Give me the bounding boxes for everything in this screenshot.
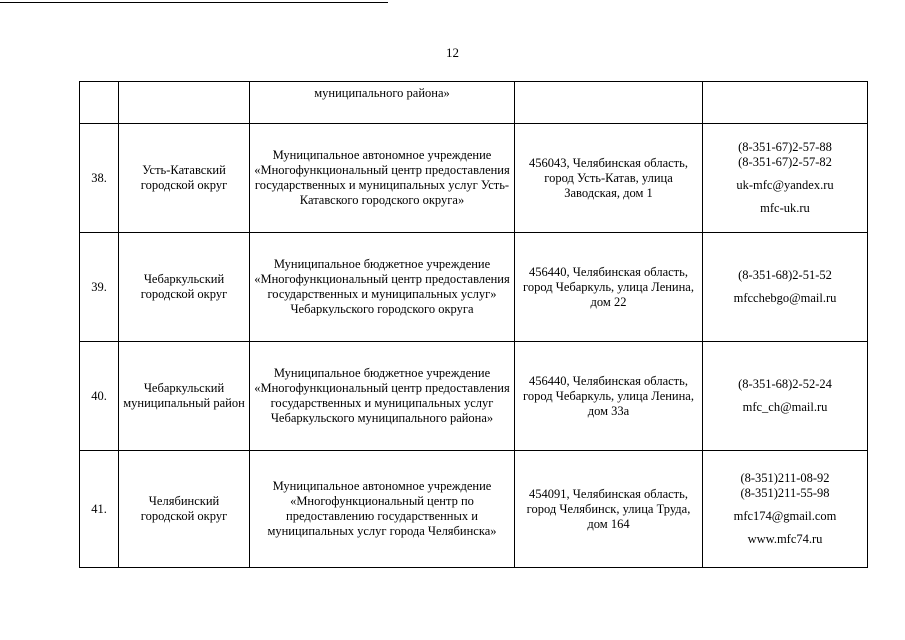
table-row bbox=[80, 124, 868, 233]
contacts-cell bbox=[703, 82, 868, 124]
email-text: mfcchebgo@mail.ru bbox=[733, 291, 837, 305]
spacer bbox=[706, 170, 864, 178]
address-cell: 456440, Челябинская область, город Чебаркуль, улица Ленина, дом 22 bbox=[515, 233, 703, 342]
phone-text: (8-351-68)2-52-24 bbox=[738, 377, 832, 391]
row-number: 39. bbox=[80, 233, 119, 342]
table-row bbox=[80, 451, 868, 568]
contacts-cell bbox=[703, 342, 868, 451]
organization-cell: Муниципальное бюджетное учреждение «Многофункциональный центр предоставления государственных и муниципальных услуг Чебаркульского муниципального района» bbox=[250, 342, 515, 451]
address-cell: 454091, Челябинская область, город Челябинск, улица Труда, дом 164 bbox=[515, 451, 703, 568]
website-text: www.mfc74.ru bbox=[747, 532, 823, 546]
contacts-cell bbox=[703, 124, 868, 233]
contacts-cell bbox=[703, 233, 868, 342]
address-cell bbox=[515, 82, 703, 124]
website-text: mfc-uk.ru bbox=[760, 201, 810, 215]
row-number: 40. bbox=[80, 342, 119, 451]
address-cell: 456043, Челябинская область, город Усть-Катав, улица Заводская, дом 1 bbox=[515, 124, 703, 233]
table-row bbox=[80, 233, 868, 342]
spacer bbox=[706, 283, 864, 291]
table-row-continuation bbox=[80, 82, 868, 124]
territory-cell: Чебаркульский городской округ bbox=[119, 233, 250, 342]
email-text: uk-mfc@yandex.ru bbox=[736, 178, 834, 192]
row-number: 38. bbox=[80, 124, 119, 233]
territory-cell: Усть-Катавский городской округ bbox=[119, 124, 250, 233]
header-rule bbox=[0, 2, 388, 3]
organization-cell: Муниципальное автономное учреждение «Многофункциональный центр по предоставлению государственных и муниципальных услуг города Челябинска» bbox=[250, 451, 515, 568]
phone-text: (8-351)211-55-98 bbox=[740, 486, 830, 500]
address-cell: 456440, Челябинская область, город Чебаркуль, улица Ленина, дом 33а bbox=[515, 342, 703, 451]
page-number: 12 bbox=[446, 45, 459, 60]
phone-text: (8-351)211-08-92 bbox=[740, 471, 830, 485]
num-cell bbox=[80, 82, 119, 124]
territory-cell: Чебаркульский муниципальный район bbox=[119, 342, 250, 451]
row-number: 41. bbox=[80, 451, 119, 568]
mfc-table bbox=[79, 81, 868, 568]
organization-cell: Муниципальное бюджетное учреждение «Многофункциональный центр предоставления государственных и муниципальных услуг» Чебаркульского городского округа bbox=[250, 233, 515, 342]
territory-cell bbox=[119, 82, 250, 124]
phone-text: (8-351-68)2-51-52 bbox=[738, 268, 832, 282]
table-row bbox=[80, 342, 868, 451]
spacer bbox=[706, 193, 864, 201]
phone-text: (8-351-67)2-57-82 bbox=[738, 155, 832, 169]
email-text: mfc_ch@mail.ru bbox=[742, 400, 828, 414]
email-text: mfc174@gmail.com bbox=[733, 509, 837, 523]
spacer bbox=[706, 524, 864, 532]
organization-cell: Муниципальное автономное учреждение «Многофункциональный центр предоставления государственных и муниципальных услуг Усть-Катавского городского округа» bbox=[250, 124, 515, 233]
spacer bbox=[706, 392, 864, 400]
organization-cell: муниципального района» bbox=[250, 82, 515, 124]
contacts-cell bbox=[703, 451, 868, 568]
spacer bbox=[706, 501, 864, 509]
phone-text: (8-351-67)2-57-88 bbox=[738, 140, 832, 154]
territory-cell: Челябинский городской округ bbox=[119, 451, 250, 568]
